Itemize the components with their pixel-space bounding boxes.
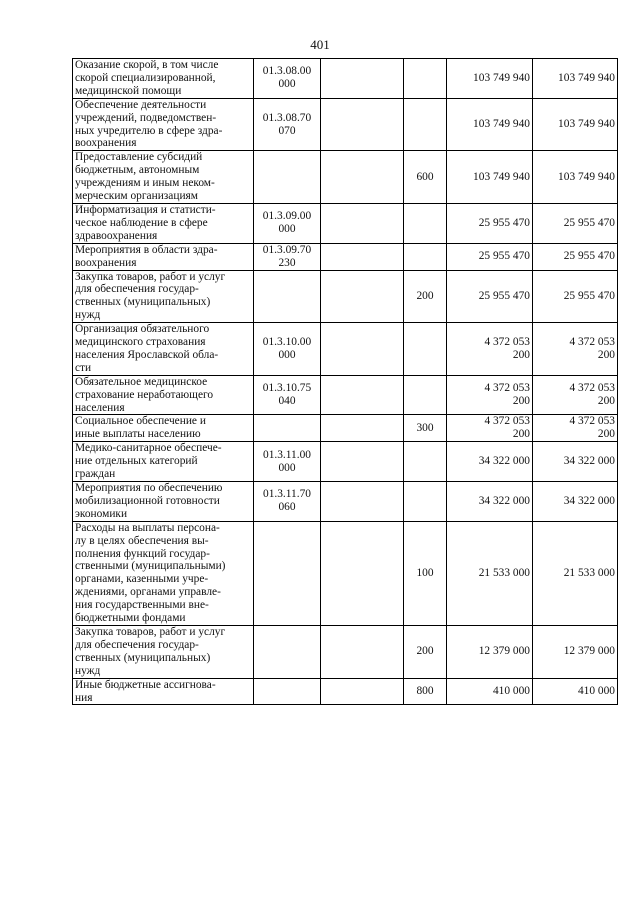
row-sum1-cell [447, 625, 533, 678]
row-code-cell [254, 442, 321, 482]
row-name-cell-line: страхование неработающего [75, 388, 214, 401]
row-sum1-cell-line: 200 [512, 428, 530, 441]
row-sum2-cell [533, 98, 618, 151]
row-name-cell-line: Иные бюджетные ассигнова- [75, 678, 216, 691]
row-name-cell-line: иные выплаты населению [75, 428, 201, 441]
table-row [73, 415, 618, 442]
row-empty-cell [321, 678, 404, 705]
row-code-cell [254, 625, 321, 678]
row-name-cell-line: ческое наблюдение в сфере [75, 216, 208, 229]
row-sum1-cell [447, 203, 533, 243]
row-sum2-cell-line: 103 749 940 [558, 71, 615, 84]
row-code-cell [254, 270, 321, 323]
row-sum2-cell [533, 323, 618, 376]
row-sum2-cell [533, 151, 618, 204]
row-code-cell-line: 01.3.11.00 [263, 448, 311, 461]
row-vr-cell [404, 243, 447, 270]
budget-table [72, 58, 618, 705]
row-sum1-cell-line: 4 372 053 [484, 336, 530, 349]
row-name-cell-line: бюджетным, автономным [75, 164, 200, 177]
row-sum2-cell [533, 59, 618, 99]
row-vr-cell: 100 [404, 521, 447, 625]
row-code-cell-line: 000 [278, 223, 296, 236]
table-row [73, 203, 618, 243]
row-code-cell [254, 482, 321, 522]
row-empty-cell [321, 482, 404, 522]
row-sum1-cell-line: 12 379 000 [478, 645, 530, 658]
row-empty-cell [321, 59, 404, 99]
row-sum2-cell-line: 103 749 940 [558, 170, 615, 183]
row-sum1-cell [447, 243, 533, 270]
row-code-cell-line: 01.3.10.00 [262, 336, 312, 349]
row-sum2-cell [533, 203, 618, 243]
row-name-cell [73, 243, 254, 270]
row-sum2-cell-line: 4 372 053 [569, 415, 615, 428]
row-empty-cell [321, 323, 404, 376]
row-sum1-cell [447, 270, 533, 323]
table-row [73, 678, 618, 705]
row-name-cell [73, 678, 254, 705]
row-sum1-cell [447, 323, 533, 376]
row-name-cell-line: Мероприятия по обеспечению [75, 482, 223, 494]
row-sum2-cell [533, 442, 618, 482]
row-name-cell-line: воохранения [75, 137, 137, 150]
row-sum2-cell [533, 625, 618, 678]
row-code-cell-line: 01.3.11.70 [263, 488, 311, 501]
row-sum2-cell [533, 270, 618, 323]
row-sum2-cell-line: 4 372 053 [569, 336, 615, 349]
row-sum1-cell-line: 34 322 000 [478, 494, 530, 507]
row-name-cell-line: ждениями, органами управле- [75, 586, 221, 599]
row-code-cell-line: 040 [278, 395, 296, 408]
row-name-cell [73, 415, 254, 442]
row-vr-cell [404, 482, 447, 522]
row-vr-cell: 800 [404, 678, 447, 705]
row-name-cell-line: Организация обязательного [75, 323, 210, 336]
row-name-cell-line: нужд [75, 309, 101, 322]
row-code-cell-line: 230 [278, 256, 296, 269]
row-name-cell-line: учреждений, подведомствен- [75, 111, 217, 124]
row-code-cell [254, 59, 321, 99]
row-name-cell [73, 270, 254, 323]
row-sum1-cell [447, 678, 533, 705]
row-sum1-cell-line: 200 [512, 348, 530, 361]
row-sum2-cell-line: 103 749 940 [558, 118, 615, 131]
table-row [73, 98, 618, 151]
table-row [73, 375, 618, 415]
row-sum1-cell-line: 25 955 470 [478, 216, 530, 229]
row-sum1-cell [447, 98, 533, 151]
row-name-cell-line: населения Ярославской обла- [75, 348, 219, 361]
row-sum1-cell [447, 442, 533, 482]
row-sum1-cell-line: 103 749 940 [473, 118, 530, 131]
row-sum2-cell [533, 521, 618, 625]
row-name-cell [73, 151, 254, 204]
row-code-cell-line: 000 [278, 348, 296, 361]
row-empty-cell [321, 98, 404, 151]
row-empty-cell [321, 521, 404, 625]
row-code-cell-line: 01.3.08.70 [262, 111, 312, 124]
row-name-cell-line: здравоохранения [75, 229, 158, 242]
row-name-cell-line: скорой специализированной, [75, 71, 216, 84]
row-code-cell-line: 060 [278, 501, 296, 514]
table-row [73, 482, 618, 522]
row-sum1-cell-line: 34 322 000 [478, 455, 530, 468]
row-code-cell [254, 151, 321, 204]
row-sum1-cell [447, 521, 533, 625]
row-sum2-cell-line: 410 000 [577, 685, 615, 698]
row-sum1-cell-line: 4 372 053 [484, 382, 530, 395]
row-name-cell [73, 375, 254, 415]
row-name-cell [73, 323, 254, 376]
row-sum1-cell-line: 103 749 940 [473, 170, 530, 183]
row-name-cell [73, 521, 254, 625]
row-sum1-cell-line: 4 372 053 [484, 415, 530, 428]
row-sum2-cell-line: 200 [597, 348, 615, 361]
table-row [73, 270, 618, 323]
row-name-cell-line: воохранения [75, 256, 137, 269]
row-name-cell [73, 442, 254, 482]
row-name-cell [73, 625, 254, 678]
row-sum2-cell-line: 12 379 000 [563, 645, 615, 658]
row-name-cell [73, 59, 254, 99]
row-vr-cell [404, 442, 447, 482]
row-name-cell-line: Оказание скорой, в том числе [75, 59, 219, 71]
budget-table-body [73, 59, 618, 705]
row-code-cell-line: 01.3.10.75 [262, 382, 312, 395]
row-empty-cell [321, 375, 404, 415]
row-name-cell-line: нужд [75, 664, 101, 677]
table-row [73, 243, 618, 270]
page-number: 401 [310, 37, 330, 52]
row-empty-cell [321, 270, 404, 323]
row-empty-cell [321, 151, 404, 204]
row-sum2-cell-line: 200 [597, 395, 615, 408]
row-code-cell [254, 98, 321, 151]
row-code-cell [254, 521, 321, 625]
row-name-cell-line: для обеспечения государ- [75, 283, 199, 296]
row-sum1-cell-line: 25 955 470 [478, 289, 530, 302]
row-name-cell-line: медицинского страхования [75, 336, 206, 349]
row-name-cell-line: Закупка товаров, работ и услуг [75, 270, 226, 283]
row-name-cell-line: лу в целях обеспечения вы- [75, 534, 209, 547]
row-name-cell-line: Обязательное медицинское [75, 375, 208, 388]
row-name-cell-line: населения [75, 401, 125, 414]
row-name-cell [73, 98, 254, 151]
row-name-cell-line: ния государственными вне- [75, 599, 209, 612]
table-row [73, 625, 618, 678]
row-name-cell-line: полнения функций государ- [75, 547, 210, 560]
row-sum2-cell [533, 243, 618, 270]
row-sum1-cell [447, 415, 533, 442]
row-vr-cell: 300 [404, 415, 447, 442]
row-vr-cell: 200 [404, 625, 447, 678]
row-name-cell-line: ственными (муниципальными) [75, 560, 226, 573]
row-code-cell-line: 000 [278, 461, 296, 474]
row-name-cell-line: ственных (муниципальных) [75, 296, 211, 309]
row-sum1-cell-line: 200 [512, 395, 530, 408]
row-code-cell-line: 070 [278, 124, 296, 137]
row-sum2-cell-line: 4 372 053 [569, 382, 615, 395]
row-vr-cell: 600 [404, 151, 447, 204]
row-sum1-cell-line: 25 955 470 [478, 250, 530, 263]
row-vr-cell: 200 [404, 270, 447, 323]
row-code-cell-line: 000 [278, 78, 296, 91]
row-sum1-cell [447, 59, 533, 99]
row-name-cell-line: мобилизационной готовности [75, 494, 220, 507]
row-sum2-cell-line: 25 955 470 [563, 216, 615, 229]
row-name-cell-line: граждан [75, 468, 116, 481]
row-code-cell [254, 375, 321, 415]
row-sum1-cell-line: 21 533 000 [478, 566, 530, 579]
row-name-cell-line: Социальное обеспечение и [75, 415, 206, 428]
row-name-cell-line: Информатизация и статисти- [75, 203, 216, 216]
row-sum2-cell-line: 25 955 470 [563, 250, 615, 263]
row-name-cell-line: Обеспечение деятельности [75, 98, 207, 111]
row-name-cell-line: Расходы на выплаты персона- [75, 521, 220, 534]
table-row [73, 151, 618, 204]
row-sum1-cell-line: 103 749 940 [473, 71, 530, 84]
row-vr-cell [404, 375, 447, 415]
row-name-cell-line: ственных (муниципальных) [75, 651, 211, 664]
table-row [73, 442, 618, 482]
row-vr-cell [404, 203, 447, 243]
row-sum2-cell-line: 25 955 470 [563, 289, 615, 302]
row-empty-cell [321, 442, 404, 482]
row-name-cell-line: ние отдельных категорий [75, 455, 198, 468]
row-name-cell-line: сти [75, 361, 92, 374]
row-code-cell [254, 243, 321, 270]
row-sum2-cell [533, 678, 618, 705]
row-name-cell-line: медицинской помощи [75, 84, 182, 97]
row-name-cell-line: ных учредителю в сфере здра- [75, 124, 223, 137]
row-sum1-cell [447, 151, 533, 204]
row-sum2-cell [533, 415, 618, 442]
row-empty-cell [321, 415, 404, 442]
row-code-cell-line: 01.3.08.00 [262, 65, 312, 78]
row-sum2-cell-line: 200 [597, 428, 615, 441]
row-name-cell-line: для обеспечения государ- [75, 638, 199, 651]
row-vr-cell [404, 59, 447, 99]
row-sum1-cell [447, 375, 533, 415]
row-code-cell-line: 01.3.09.00 [262, 210, 312, 223]
row-empty-cell [321, 625, 404, 678]
row-name-cell [73, 482, 254, 522]
table-row [73, 323, 618, 376]
row-code-cell-line: 01.3.09.70 [262, 243, 312, 256]
row-name-cell-line: бюджетными фондами [75, 612, 186, 625]
row-sum2-cell-line: 21 533 000 [563, 566, 615, 579]
row-name-cell-line: экономики [75, 507, 128, 520]
row-vr-cell [404, 98, 447, 151]
row-sum2-cell-line: 34 322 000 [563, 455, 615, 468]
row-name-cell [73, 203, 254, 243]
row-vr-cell [404, 323, 447, 376]
row-sum2-cell-line: 34 322 000 [563, 494, 615, 507]
row-name-cell-line: Предоставление субсидий [75, 151, 203, 164]
row-name-cell-line: учреждениям и иным неком- [75, 177, 215, 190]
row-name-cell-line: Закупка товаров, работ и услуг [75, 625, 226, 638]
row-sum2-cell [533, 482, 618, 522]
row-code-cell [254, 323, 321, 376]
row-code-cell [254, 678, 321, 705]
row-name-cell-line: органами, казенными учре- [75, 573, 209, 586]
row-name-cell-line: мерческим организациям [75, 190, 198, 203]
row-empty-cell [321, 203, 404, 243]
row-name-cell-line: Мероприятия в области здра- [75, 243, 218, 256]
table-row [73, 59, 618, 99]
row-sum1-cell-line: 410 000 [492, 685, 530, 698]
row-code-cell [254, 203, 321, 243]
table-row [73, 521, 618, 625]
row-sum2-cell [533, 375, 618, 415]
row-empty-cell [321, 243, 404, 270]
row-code-cell [254, 415, 321, 442]
row-sum1-cell [447, 482, 533, 522]
row-name-cell-line: ния [75, 691, 93, 704]
row-name-cell-line: Медико-санитарное обеспече- [75, 442, 222, 455]
